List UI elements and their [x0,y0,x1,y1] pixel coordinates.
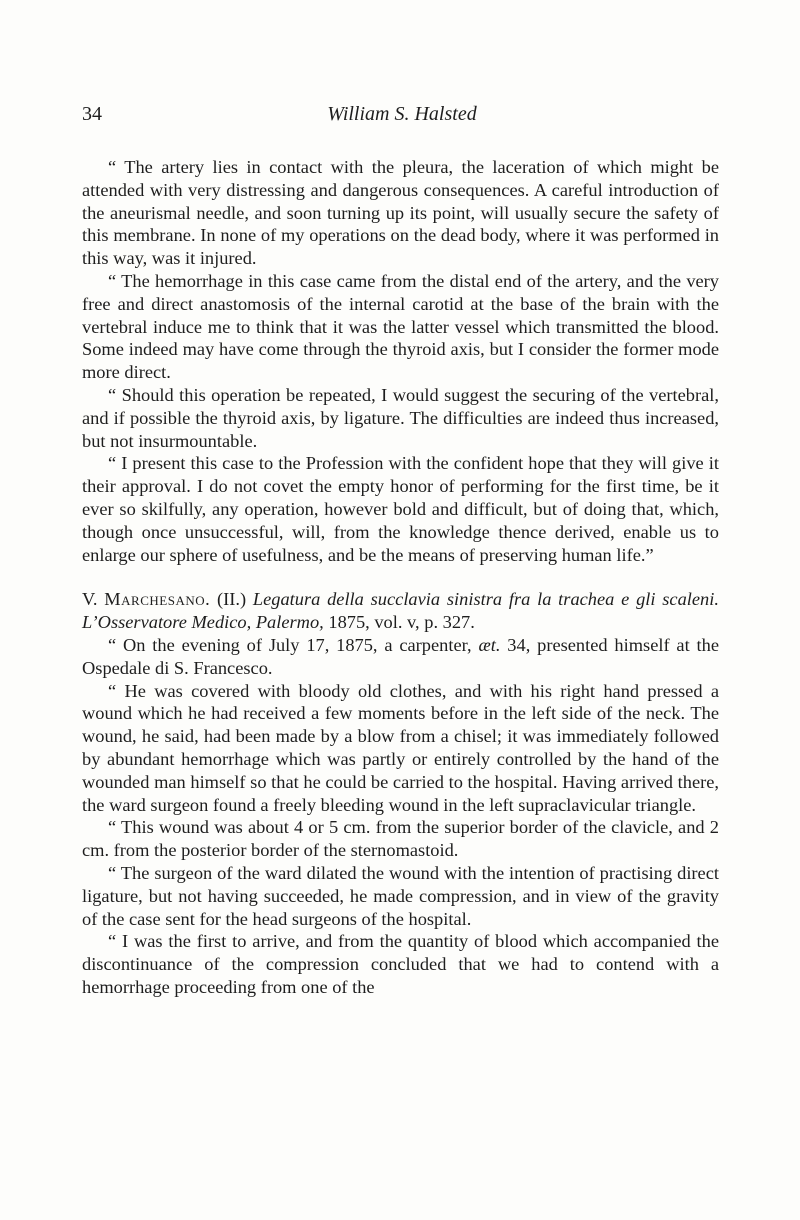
citation-number: V. [82,589,98,610]
running-head: William S. Halsted [327,103,477,125]
paragraph [82,634,719,680]
paragraph-text: 34, presented himself at the Ospedale di S. Francesco. [82,634,719,678]
paragraph: “ Should this operation be repeated, I would suggest the securing of the vertebral, and if possible the thyroid axis, by ligature. The difficulties are indeed thus increased, but not insurmountable. [82,384,719,451]
body-text [82,156,719,999]
paragraph-text: “ On the evening of July 17, 1875, a carpenter, [108,634,472,655]
paragraph: “ He was covered with bloody old clothes, and with his right hand pressed a wound which he had received a few moments before in the left side of the neck. The wound, he said, had been made by a blow from a chisel; it was immediately followed by abundant hemorrhage which was partly or entirely controlled by the hand of the wounded man himself so that he could be carried to the hospital. Having arrived there, the ward surgeon found a freely bleeding wound in the left supraclavicular triangle. [82,680,719,815]
citation [82,588,719,634]
citation-details: 1875, vol. v, p. 327. [328,612,475,633]
citation-case: (II.) [216,589,247,610]
paragraph: “ The hemorrhage in this case came from the distal end of the artery, and the very free and direct anastomosis of the internal carotid at the base of the brain with the vertebral induce me to think that it was the latter vessel which transmitted the blood. Some indeed may have come through the thyroid axis, but I consider the former mode more direct. [82,270,719,383]
citation-journal: L’Osservatore Medico, Palermo, [82,612,324,633]
paragraph: “ I was the first to arrive, and from the quantity of blood which accompanied the discontinuance of the compression concluded that we had to contend with a hemorrhage proceeding from one of the [82,931,719,997]
page-number: 34 [82,103,102,125]
paragraph: “ The surgeon of the ward dilated the wound with the intention of practising direct ligature, but not having succeeded, he made compression, and in view of the gravity of the case sent for the head surgeons of the hospital. [82,862,719,929]
aet-abbreviation: æt. [478,634,501,655]
page-header [82,103,722,131]
paragraph: “ I present this case to the Profession with the confident hope that they will give it their approval. I do not covet the empty honor of performing for the first time, be it ever so skilfully, any operation, however bold and difficult, but of doing that, which, though once unsuccessful, will, from the knowledge thence derived, enable us to enlarge our sphere of usefulness, and be the means of preserving human life.” [82,453,719,565]
citation-author: Marchesano. [104,589,211,610]
citation-title: Legatura della succlavia sinistra fra la trachea e gli scaleni. [252,589,719,610]
paragraph: “ The artery lies in contact with the pleura, the laceration of which might be attended with very distressing and dangerous consequences. A careful introduction of the aneurismal needle, and soon turning up its point, will usually secure the safety of this membrane. In none of my operations on the dead body, where it was performed in this way, was it injured. [82,157,719,269]
paragraph: “ This wound was about 4 or 5 cm. from the superior border of the clavicle, and 2 cm. from the posterior border of the sternomastoid. [82,817,719,861]
